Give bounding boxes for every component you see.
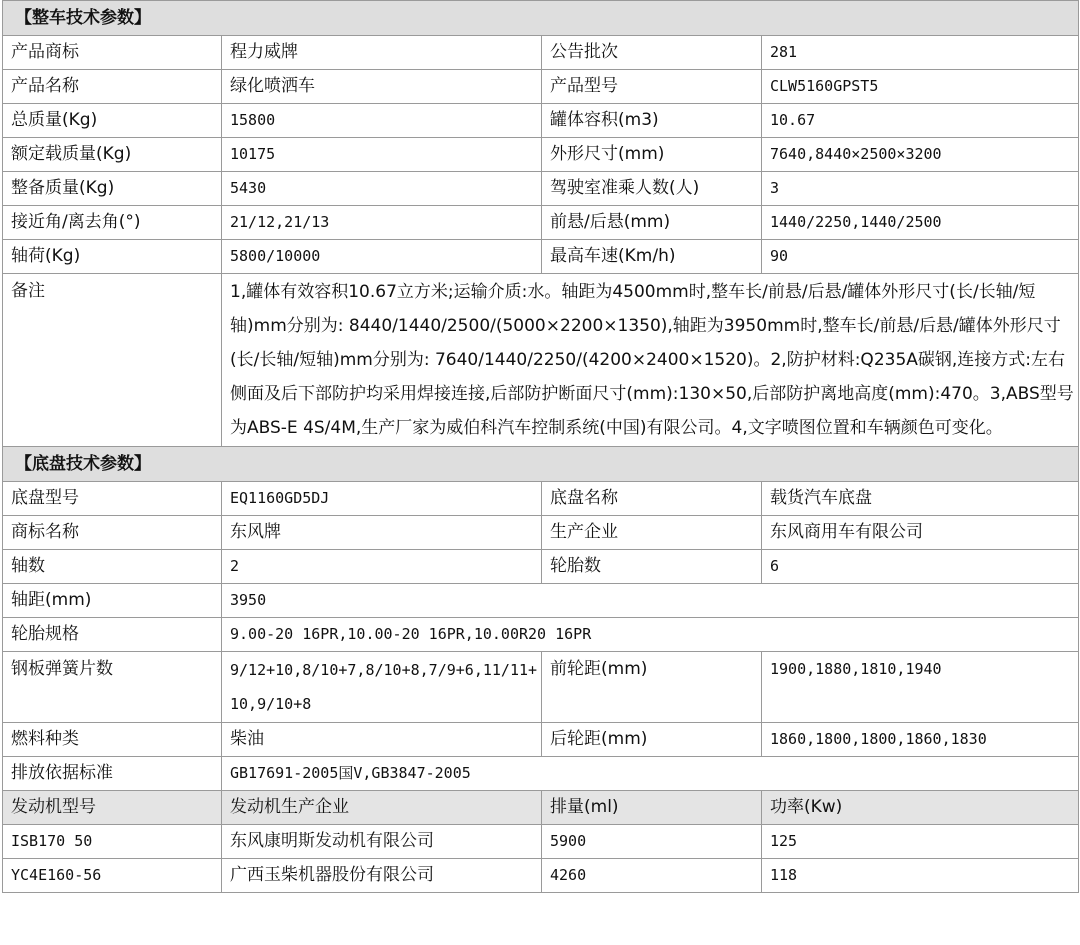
vehicle-param-row <box>3 206 1079 240</box>
engine-power: 118 <box>762 859 1079 893</box>
chassis-param-row <box>3 516 1079 550</box>
chassis-param-row <box>3 584 1079 618</box>
engine-manufacturer: 东风康明斯发动机有限公司 <box>222 825 542 859</box>
param-label: 外形尺寸(mm) <box>542 138 762 172</box>
param-label: 后轮距(mm) <box>542 723 762 757</box>
section-header-chassis <box>3 447 1079 482</box>
engine-header-row <box>3 791 1079 825</box>
vehicle-param-row <box>3 172 1079 206</box>
param-value: 2 <box>222 550 542 584</box>
param-label: 额定载质量(Kg) <box>3 138 222 172</box>
param-label: 整备质量(Kg) <box>3 172 222 206</box>
param-value: CLW5160GPST5 <box>762 70 1079 104</box>
param-value: 281 <box>762 36 1079 70</box>
param-label: 前悬/后悬(mm) <box>542 206 762 240</box>
engine-column-header: 发动机型号 <box>3 791 222 825</box>
param-label: 钢板弹簧片数 <box>3 652 222 723</box>
spec-table <box>2 0 1079 893</box>
chassis-param-row <box>3 482 1079 516</box>
param-value: 10175 <box>222 138 542 172</box>
param-value: 15800 <box>222 104 542 138</box>
param-value: 1440/2250,1440/2500 <box>762 206 1079 240</box>
remark-label: 备注 <box>3 274 222 447</box>
param-label: 接近角/离去角(°) <box>3 206 222 240</box>
engine-displacement: 5900 <box>542 825 762 859</box>
remark-text: 1,罐体有效容积10.67立方米;运输介质:水。轴距为4500mm时,整车长/前悬/后悬/罐体外形尺寸(长/长轴/短轴)mm分别为: 8440/1440/2500/(5000×2200×1350),轴距为3950mm时,整车长/前悬/后悬/罐体外形尺寸(长/长轴/短轴)mm分别为: 7640/1440/2250/(4200×2400×1520)。2,防护材料:Q235A碳钢,连接方式:左右侧面及后下部防护均采用焊接连接,后部防护断面尺寸(mm):130×50,后部防护离地高度(mm):470。3,ABS型号为ABS-E 4S/4M,生产厂家为威伯科汽车控制系统(中国)有限公司。4,文字喷图位置和车辆颜色可变化。 <box>222 274 1079 447</box>
engine-model: YC4E160-56 <box>3 859 222 893</box>
engine-column-header: 排量(ml) <box>542 791 762 825</box>
param-value: 90 <box>762 240 1079 274</box>
param-label: 生产企业 <box>542 516 762 550</box>
chassis-param-row <box>3 757 1079 791</box>
chassis-param-row <box>3 652 1079 723</box>
param-value: 9/12+10,8/10+7,8/10+8,7/9+6,11/11+10,9/10+8 <box>222 652 542 723</box>
engine-row <box>3 859 1079 893</box>
param-label: 轴距(mm) <box>3 584 222 618</box>
param-value: 5430 <box>222 172 542 206</box>
param-value: 6 <box>762 550 1079 584</box>
param-label: 产品商标 <box>3 36 222 70</box>
engine-displacement: 4260 <box>542 859 762 893</box>
param-label: 前轮距(mm) <box>542 652 762 723</box>
section-header-vehicle <box>3 1 1079 36</box>
engine-power: 125 <box>762 825 1079 859</box>
chassis-param-row <box>3 618 1079 652</box>
param-value: 7640,8440×2500×3200 <box>762 138 1079 172</box>
param-label: 轴荷(Kg) <box>3 240 222 274</box>
param-value: 载货汽车底盘 <box>762 482 1079 516</box>
engine-row <box>3 825 1079 859</box>
section-title: 【整车技术参数】 <box>3 1 1079 36</box>
param-value: 程力威牌 <box>222 36 542 70</box>
param-value: 柴油 <box>222 723 542 757</box>
param-value: 东风牌 <box>222 516 542 550</box>
param-value: 东风商用车有限公司 <box>762 516 1079 550</box>
chassis-param-row <box>3 723 1079 757</box>
vehicle-param-row <box>3 240 1079 274</box>
vehicle-param-row <box>3 36 1079 70</box>
chassis-param-row <box>3 550 1079 584</box>
param-value: 3 <box>762 172 1079 206</box>
engine-column-header: 功率(Kw) <box>762 791 1079 825</box>
param-label: 商标名称 <box>3 516 222 550</box>
param-value: 9.00-20 16PR,10.00-20 16PR,10.00R20 16PR <box>222 618 1079 652</box>
param-label: 产品型号 <box>542 70 762 104</box>
engine-manufacturer: 广西玉柴机器股份有限公司 <box>222 859 542 893</box>
engine-column-header: 发动机生产企业 <box>222 791 542 825</box>
param-label: 产品名称 <box>3 70 222 104</box>
vehicle-param-row <box>3 104 1079 138</box>
param-value: 3950 <box>222 584 1079 618</box>
param-value: GB17691-2005国V,GB3847-2005 <box>222 757 1079 791</box>
param-label: 罐体容积(m3) <box>542 104 762 138</box>
param-label: 排放依据标准 <box>3 757 222 791</box>
param-value: 10.67 <box>762 104 1079 138</box>
param-value: 绿化喷洒车 <box>222 70 542 104</box>
param-label: 驾驶室准乘人数(人) <box>542 172 762 206</box>
param-label: 最高车速(Km/h) <box>542 240 762 274</box>
param-label: 总质量(Kg) <box>3 104 222 138</box>
vehicle-param-row <box>3 138 1079 172</box>
param-value: 1860,1800,1800,1860,1830 <box>762 723 1079 757</box>
param-label: 底盘型号 <box>3 482 222 516</box>
param-value: 21/12,21/13 <box>222 206 542 240</box>
engine-model: ISB170 50 <box>3 825 222 859</box>
param-value: EQ1160GD5DJ <box>222 482 542 516</box>
param-value: 5800/10000 <box>222 240 542 274</box>
param-value: 1900,1880,1810,1940 <box>762 652 1079 723</box>
param-label: 轮胎规格 <box>3 618 222 652</box>
param-label: 燃料种类 <box>3 723 222 757</box>
param-label: 底盘名称 <box>542 482 762 516</box>
param-label: 公告批次 <box>542 36 762 70</box>
remark-row <box>3 274 1079 447</box>
param-label: 轴数 <box>3 550 222 584</box>
param-label: 轮胎数 <box>542 550 762 584</box>
section-title: 【底盘技术参数】 <box>3 447 1079 482</box>
vehicle-param-row <box>3 70 1079 104</box>
